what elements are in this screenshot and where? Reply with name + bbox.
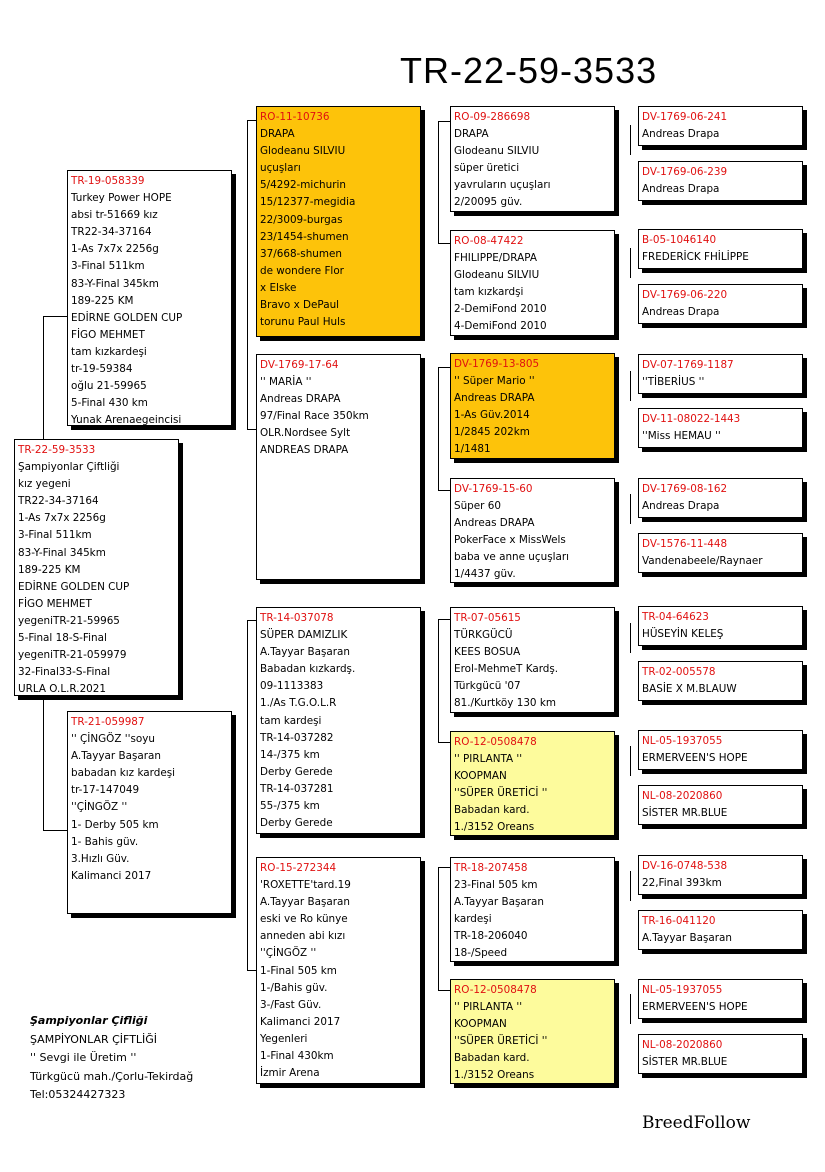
grandparent-line: eski ve Ro künye [260,913,348,926]
ancestor-ring-id: DV-1769-06-220 [642,289,728,301]
sire-line: FİGO MEHMET [71,328,145,341]
grandparent-card[interactable] [256,857,421,1084]
grandparent-line: DRAPA [260,128,295,141]
grandparent-line: Andreas DRAPA [260,393,341,406]
grandparent-line: 37/668-shumen [260,247,342,260]
grandparent-line: Yegenleri [260,1032,308,1045]
sire-line: tam kızkardeşi [71,345,147,358]
ancestor-ring-id: NL-08-2020860 [642,790,723,802]
great-grandparent-line: 81./Kurtköy 130 km [454,697,556,710]
ancestor-line: ''Miss HEMAU '' [642,430,721,443]
great-grandparent-line: yavruların uçuşları [454,179,551,192]
connector [630,623,631,653]
dam-card[interactable] [67,711,232,914]
subject-card[interactable] [14,439,179,696]
ancestor-ring-id: TR-02-005578 [642,666,716,678]
great-grandparent-card[interactable] [450,106,615,212]
ancestor-ring-id: DV-1769-08-162 [642,483,728,495]
ancestor-ring-id: DV-1769-06-241 [642,111,728,123]
subject-line: 5-Final 18-S-Final [18,632,107,645]
brand-logo: BreedFollow [642,1113,751,1133]
great-grandparent-ring-id: DV-1769-15-60 [454,483,533,495]
ancestor-card[interactable] [638,606,803,646]
subject-ring-id: TR-22-59-3533 [18,444,96,456]
subject-line: 83-Y-Final 345km [18,546,106,559]
great-grandparent-line: KEES BOSUA [454,646,521,659]
sire-line: absi tr-51669 kız [71,209,158,222]
ancestor-card[interactable] [638,354,803,394]
ancestor-line: Andreas Drapa [642,306,720,319]
ancestor-line: SİSTER MR.BLUE [642,807,728,820]
great-grandparent-line: ''SÜPER ÜRETİCİ '' [454,1035,548,1048]
great-grandparent-line: 2/20095 güv. [454,196,523,209]
connector [630,125,631,155]
great-grandparent-ring-id: DV-1769-13-805 [454,358,540,370]
grandparent-line: Derby Gerede [260,765,333,778]
ancestor-line: ''TİBERİUS '' [642,376,705,389]
grandparent-line: 23/1454-shumen [260,230,349,243]
connector [438,619,439,742]
connector [43,697,44,830]
sire-line: Yunak Arenaegeincisi [71,414,182,426]
ancestor-card[interactable] [638,408,803,448]
dam-line: 1- Derby 505 km [71,818,159,831]
ancestor-card[interactable] [638,979,803,1019]
dam-line: babadan kız kardeşi [71,767,176,780]
grandparent-line: x Elske [260,281,297,294]
sire-line: 1-As 7x7x 2256g [71,243,159,256]
ancestor-line: 22,Final 393km [642,877,722,890]
great-grandparent-line: Türkgücü '07 [454,680,521,693]
sire-line: 5-Final 430 km [71,397,148,410]
dam-line: 1- Bahis güv. [71,835,139,848]
ancestor-ring-id: DV-07-1769-1187 [642,359,734,371]
great-grandparent-line: 1/1481 [454,443,491,456]
ancestor-card[interactable] [638,284,803,324]
great-grandparent-line: A.Tayyar Başaran [454,896,544,909]
great-grandparent-card[interactable] [450,731,615,836]
great-grandparent-card[interactable] [450,353,615,459]
grandparent-line: anneden abi kızı [260,930,346,943]
grandparent-line: 3-/Fast Güv. [260,998,322,1011]
great-grandparent-ring-id: TR-18-207458 [454,862,528,874]
grandparent-line: de wondere Flor [260,264,344,277]
ancestor-line: A.Tayyar Başaran [642,932,732,945]
ancestor-line: HÜSEYİN KELEŞ [642,628,724,641]
grandparent-line: 1-Final 505 km [260,964,337,977]
grandparent-line: uçuşları [260,162,301,175]
ancestor-line: FREDERİCK FHİLİPPE [642,251,749,264]
subject-line: URLA O.L.R.2021 [18,683,107,696]
grandparent-line: 97/Final Race 350km [260,410,369,423]
great-grandparent-line: süper üretici [454,162,520,175]
connector [247,120,256,121]
great-grandparent-line: Andreas DRAPA [454,517,535,530]
great-grandparent-line: tam kızkardşi [454,286,524,299]
pedigree-title: TR-22-59-3533 [400,50,658,91]
great-grandparent-line: 1./3152 Oreans [454,1069,535,1082]
connector [438,619,450,620]
great-grandparent-line: kardeşi [454,913,492,926]
ancestor-ring-id: DV-1769-06-239 [642,166,728,178]
great-grandparent-line: 1/2845 202km [454,426,530,439]
connector [438,490,450,491]
connector [438,367,450,368]
great-grandparent-line: 1/4437 güv. [454,568,516,581]
subject-line: TR22-34-37164 [18,495,99,508]
grandparent-line: 09-1113383 [260,680,324,693]
grandparent-line: 'ROXETTE'tard.19 [260,879,351,892]
great-grandparent-line: Erol-MehmeT Kardş. [454,663,559,676]
great-grandparent-card[interactable] [450,478,615,583]
subject-line: 1-As 7x7x 2256g [18,512,106,525]
ancestor-line: SİSTER MR.BLUE [642,1056,728,1069]
grandparent-ring-id: TR-14-037078 [260,612,334,624]
grandparent-line: Bravo x DePaul [260,299,340,312]
great-grandparent-card[interactable] [450,979,615,1084]
grandparent-line: 55-/375 km [260,800,320,813]
dam-line: Kalimanci 2017 [71,869,152,882]
connector [438,742,450,743]
breeder-info [30,1012,193,1105]
great-grandparent-line: '' Süper Mario '' [454,375,535,388]
great-grandparent-ring-id: TR-07-05615 [454,612,521,624]
breeder-phone: Tel:05324427323 [30,1088,126,1101]
great-grandparent-line: Süper 60 [454,500,501,513]
great-grandparent-line: 23-Final 505 km [454,879,538,892]
ancestor-card[interactable] [638,1034,803,1074]
subject-line: Şampiyonlar Çiftliği [18,461,120,474]
great-grandparent-line: Glodeanu SILVIU [454,269,540,282]
sire-line: Turkey Power HOPE [71,192,172,205]
grandparent-line: torunu Paul Huls [260,316,346,329]
great-grandparent-line: TÜRKGÜCÜ [454,629,513,642]
grandparent-line: SÜPER DAMIZLIK [260,629,348,642]
connector [247,970,256,971]
connector [247,429,256,430]
grandparent-line: Babadan kızkardş. [260,663,356,676]
grandparent-line: Glodeanu SILVIU [260,145,346,158]
subject-line: kız yegeni [18,478,71,491]
great-grandparent-line: ''SÜPER ÜRETİCİ '' [454,787,548,800]
grandparent-line: tam kardeşi [260,714,322,727]
ancestor-line: ERMERVEEN'S HOPE [642,1001,748,1014]
sire-line: 3-Final 511km [71,260,145,273]
subject-line: yegeniTR-21-59965 [18,614,120,627]
dam-line: '' ÇİNGÖZ ''soyu [71,733,155,746]
grandparent-line: Derby Gerede [260,817,333,830]
great-grandparent-line: baba ve anne uçuşları [454,551,570,564]
great-grandparent-line: TR-18-206040 [454,930,528,943]
great-grandparent-line: '' PIRLANTA '' [454,1001,523,1014]
connector [438,367,439,490]
connector [630,248,631,278]
sire-line: 83-Y-Final 345km [71,277,159,290]
sire-line: EDİRNE GOLDEN CUP [71,311,183,324]
ancestor-card[interactable] [638,533,803,573]
sire-ring-id: TR-19-058339 [71,175,145,187]
ancestor-ring-id: DV-16-0748-538 [642,860,728,872]
connector [438,867,450,868]
connector [630,746,631,776]
great-grandparent-ring-id: RO-09-286698 [454,111,531,123]
great-grandparent-card[interactable] [450,607,615,713]
ancestor-ring-id: TR-16-041120 [642,915,716,927]
grandparent-line: 14-/375 km [260,748,320,761]
ancestor-ring-id: NL-05-1937055 [642,735,723,747]
grandparent-line: OLR.Nordsee Sylt [260,427,351,440]
subject-line: FİGO MEHMET [18,597,92,610]
ancestor-line: BASİE X M.BLAUW [642,683,737,696]
ancestor-ring-id: TR-04-64623 [642,611,709,623]
great-grandparent-line: KOOPMAN [454,1018,507,1031]
great-grandparent-card[interactable] [450,857,615,962]
connector [438,121,439,243]
great-grandparent-line: FHILIPPE/DRAPA [454,252,537,265]
connector [438,867,439,990]
grandparent-ring-id: RO-15-272344 [260,862,337,874]
grandparent-line: TR-14-037282 [260,731,334,744]
grandparent-ring-id: RO-11-10736 [260,111,330,123]
great-grandparent-line: Babadan kard. [454,804,530,817]
grandparent-line: A.Tayyar Başaran [260,896,350,909]
grandparent-card[interactable] [256,354,421,580]
connector [247,120,248,429]
grandparent-line: 5/4292-michurin [260,179,346,192]
grandparent-line: 15/12377-megidia [260,196,356,209]
ancestor-line: Andreas Drapa [642,128,720,141]
grandparent-ring-id: DV-1769-17-64 [260,359,339,371]
great-grandparent-line: PokerFace x MissWels [454,534,566,547]
great-grandparent-line: Babadan kard. [454,1052,530,1065]
great-grandparent-ring-id: RO-12-0508478 [454,984,537,996]
ancestor-card[interactable] [638,478,803,518]
ancestor-card[interactable] [638,229,803,269]
connector [43,830,67,831]
connector [438,243,450,244]
ancestor-line: ERMERVEEN'S HOPE [642,752,748,765]
subject-line: yegeniTR-21-059979 [18,649,127,662]
ancestor-ring-id: DV-11-08022-1443 [642,413,741,425]
ancestor-ring-id: DV-1576-11-448 [642,538,728,550]
grandparent-line: 1-/Bahis güv. [260,981,328,994]
connector [247,620,248,970]
breeder-line: ŞAMPİYONLAR ÇİFTLİĞİ [30,1032,158,1046]
grandparent-line: TR-14-037281 [260,782,334,795]
sire-line: TR22-34-37164 [71,226,152,239]
connector [630,494,631,524]
connector [630,871,631,901]
ancestor-card[interactable] [638,785,803,825]
grandparent-line: 22/3009-burgas [260,213,343,226]
ancestor-line: Vandenabeele/Raynaer [642,555,763,568]
dam-line: ''ÇİNGÖZ '' [71,801,128,814]
great-grandparent-line: 2-DemiFond 2010 [454,303,547,316]
great-grandparent-card[interactable] [450,230,615,336]
ancestor-card[interactable] [638,106,803,146]
great-grandparent-line: Andreas DRAPA [454,392,535,405]
subject-line: 32-Final33-S-Final [18,666,111,679]
subject-line: EDİRNE GOLDEN CUP [18,580,130,593]
great-grandparent-line: DRAPA [454,128,489,141]
sire-card[interactable] [67,170,232,426]
great-grandparent-line: Glodeanu SILVIU [454,145,540,158]
dam-line: 3.Hızlı Güv. [71,852,130,865]
breeder-line: '' Sevgi ile Üretim '' [30,1051,137,1064]
connector [43,316,67,317]
ancestor-card[interactable] [638,661,803,701]
ancestor-card[interactable] [638,730,803,770]
connector [247,620,256,621]
grandparent-card[interactable] [256,607,421,834]
ancestor-card[interactable] [638,855,803,895]
grandparent-card[interactable] [256,106,421,337]
great-grandparent-line: 4-DemiFond 2010 [454,320,547,333]
connector [438,990,450,991]
sire-line: tr-19-59384 [71,363,133,376]
connector [43,316,44,440]
ancestor-card[interactable] [638,910,803,950]
great-grandparent-line: 1./3152 Oreans [454,821,535,834]
great-grandparent-ring-id: RO-12-0508478 [454,736,537,748]
subject-line: 189-225 KM [18,563,81,576]
breeder-line: Türkgücü mah./Çorlu-Tekirdağ [30,1069,194,1083]
grandparent-line: Kalimanci 2017 [260,1015,341,1028]
ancestor-line: Andreas Drapa [642,500,720,513]
connector [630,371,631,401]
great-grandparent-line: KOOPMAN [454,770,507,783]
ancestor-ring-id: B-05-1046140 [642,234,717,246]
ancestor-ring-id: NL-05-1937055 [642,984,723,996]
subject-line: 3-Final 511km [18,529,92,542]
ancestor-card[interactable] [638,161,803,201]
grandparent-line: '' MARİA '' [260,376,312,389]
grandparent-line: ''ÇİNGÖZ '' [260,947,317,960]
sire-line: oğlu 21-59965 [71,380,147,393]
great-grandparent-line: '' PIRLANTA '' [454,753,523,766]
sire-line: 189-225 KM [71,294,134,307]
great-grandparent-ring-id: RO-08-47422 [454,235,524,247]
great-grandparent-line: 1-As Güv.2014 [454,409,530,422]
connector [438,121,450,122]
ancestor-ring-id: NL-08-2020860 [642,1039,723,1051]
dam-line: A.Tayyar Başaran [71,750,161,763]
great-grandparent-line: 18-/Speed [454,947,508,960]
connector [630,994,631,1024]
grandparent-line: ANDREAS DRAPA [260,444,349,457]
breeder-name: Şampiyonlar Çifliği [30,1014,148,1027]
ancestor-line: Andreas Drapa [642,183,720,196]
dam-ring-id: TR-21-059987 [71,716,145,728]
grandparent-line: 1-Final 430km [260,1050,334,1063]
grandparent-line: A.Tayyar Başaran [260,646,350,659]
grandparent-line: 1./As T.G.O.L.R [260,697,337,710]
dam-line: tr-17-147049 [71,784,140,797]
grandparent-line: İzmir Arena [260,1067,320,1080]
